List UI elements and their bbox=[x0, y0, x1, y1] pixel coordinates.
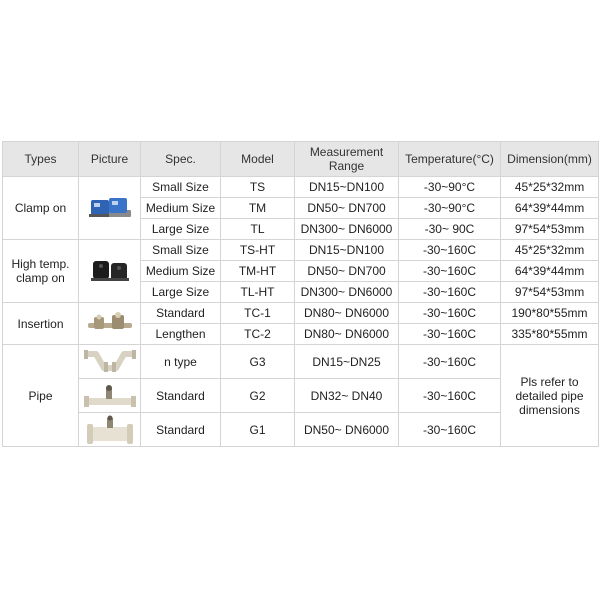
range-cell: DN80~ DN6000 bbox=[295, 324, 399, 345]
model-cell: TL bbox=[221, 219, 295, 240]
type-insertion: Insertion bbox=[3, 303, 79, 345]
header-row bbox=[3, 142, 599, 177]
picture-pipe-n-type bbox=[79, 345, 141, 379]
pipe-g1-icon bbox=[82, 415, 138, 445]
temperature-cell: -30~90°C bbox=[399, 198, 501, 219]
range-cell: DN300~ DN6000 bbox=[295, 282, 399, 303]
temperature-cell: -30~90°C bbox=[399, 177, 501, 198]
temperature-cell: -30~160C bbox=[399, 261, 501, 282]
product-spec-table bbox=[2, 141, 599, 447]
spec-cell: Medium Size bbox=[141, 261, 221, 282]
picture-insertion bbox=[79, 303, 141, 345]
temperature-cell: -30~160C bbox=[399, 379, 501, 413]
range-cell: DN300~ DN6000 bbox=[295, 219, 399, 240]
pipe-n-type-icon bbox=[82, 348, 138, 376]
model-cell: TS bbox=[221, 177, 295, 198]
model-cell: G2 bbox=[221, 379, 295, 413]
spec-table-container bbox=[2, 141, 598, 447]
pipe-dimension-note: Pls refer to detailed pipe dimensions bbox=[501, 345, 599, 447]
temperature-cell: -30~160C bbox=[399, 282, 501, 303]
spec-cell: Standard bbox=[141, 413, 221, 447]
spec-cell: Standard bbox=[141, 379, 221, 413]
table-row bbox=[3, 345, 599, 379]
table-row bbox=[3, 303, 599, 324]
spec-cell: Lengthen bbox=[141, 324, 221, 345]
dimension-cell: 45*25*32mm bbox=[501, 240, 599, 261]
high-temp-sensor-icon bbox=[85, 253, 135, 289]
range-cell: DN80~ DN6000 bbox=[295, 303, 399, 324]
spec-cell: Small Size bbox=[141, 177, 221, 198]
spec-cell: Standard bbox=[141, 303, 221, 324]
spec-cell: Medium Size bbox=[141, 198, 221, 219]
model-cell: TC-2 bbox=[221, 324, 295, 345]
model-cell: TM bbox=[221, 198, 295, 219]
range-cell: DN15~DN100 bbox=[295, 240, 399, 261]
picture-pipe-standard-g1 bbox=[79, 413, 141, 447]
dimension-cell: 64*39*44mm bbox=[501, 261, 599, 282]
model-cell: TC-1 bbox=[221, 303, 295, 324]
model-cell: TL-HT bbox=[221, 282, 295, 303]
model-cell: G3 bbox=[221, 345, 295, 379]
header-temperature: Temperature(°C) bbox=[399, 142, 501, 177]
dimension-cell: 335*80*55mm bbox=[501, 324, 599, 345]
pipe-g2-icon bbox=[82, 382, 138, 410]
header-types: Types bbox=[3, 142, 79, 177]
type-high-temp-clamp-on: High temp. clamp on bbox=[3, 240, 79, 303]
header-spec: Spec. bbox=[141, 142, 221, 177]
dimension-cell: 190*80*55mm bbox=[501, 303, 599, 324]
temperature-cell: -30~160C bbox=[399, 324, 501, 345]
range-cell: DN15~DN100 bbox=[295, 177, 399, 198]
model-cell: TM-HT bbox=[221, 261, 295, 282]
range-cell: DN50~ DN6000 bbox=[295, 413, 399, 447]
dimension-cell: 45*25*32mm bbox=[501, 177, 599, 198]
spec-cell: Large Size bbox=[141, 282, 221, 303]
table-row bbox=[3, 240, 599, 261]
model-cell: G1 bbox=[221, 413, 295, 447]
spec-cell: n type bbox=[141, 345, 221, 379]
temperature-cell: -30~160C bbox=[399, 303, 501, 324]
clamp-on-sensor-icon bbox=[85, 190, 135, 226]
picture-pipe-standard-g2 bbox=[79, 379, 141, 413]
dimension-cell: 97*54*53mm bbox=[501, 219, 599, 240]
table-row bbox=[3, 177, 599, 198]
range-cell: DN15~DN25 bbox=[295, 345, 399, 379]
header-model: Model bbox=[221, 142, 295, 177]
model-cell: TS-HT bbox=[221, 240, 295, 261]
dimension-cell: 64*39*44mm bbox=[501, 198, 599, 219]
temperature-cell: -30~160C bbox=[399, 345, 501, 379]
header-dimension: Dimension(mm) bbox=[501, 142, 599, 177]
spec-cell: Large Size bbox=[141, 219, 221, 240]
range-cell: DN50~ DN700 bbox=[295, 198, 399, 219]
range-cell: DN32~ DN40 bbox=[295, 379, 399, 413]
temperature-cell: -30~ 90C bbox=[399, 219, 501, 240]
picture-high-temp bbox=[79, 240, 141, 303]
temperature-cell: -30~160C bbox=[399, 240, 501, 261]
picture-clamp-on bbox=[79, 177, 141, 240]
type-clamp-on: Clamp on bbox=[3, 177, 79, 240]
header-picture: Picture bbox=[79, 142, 141, 177]
spec-cell: Small Size bbox=[141, 240, 221, 261]
temperature-cell: -30~160C bbox=[399, 413, 501, 447]
type-pipe: Pipe bbox=[3, 345, 79, 447]
range-cell: DN50~ DN700 bbox=[295, 261, 399, 282]
header-measurement-range: Measurement Range bbox=[295, 142, 399, 177]
dimension-cell: 97*54*53mm bbox=[501, 282, 599, 303]
insertion-sensor-icon bbox=[84, 309, 136, 339]
